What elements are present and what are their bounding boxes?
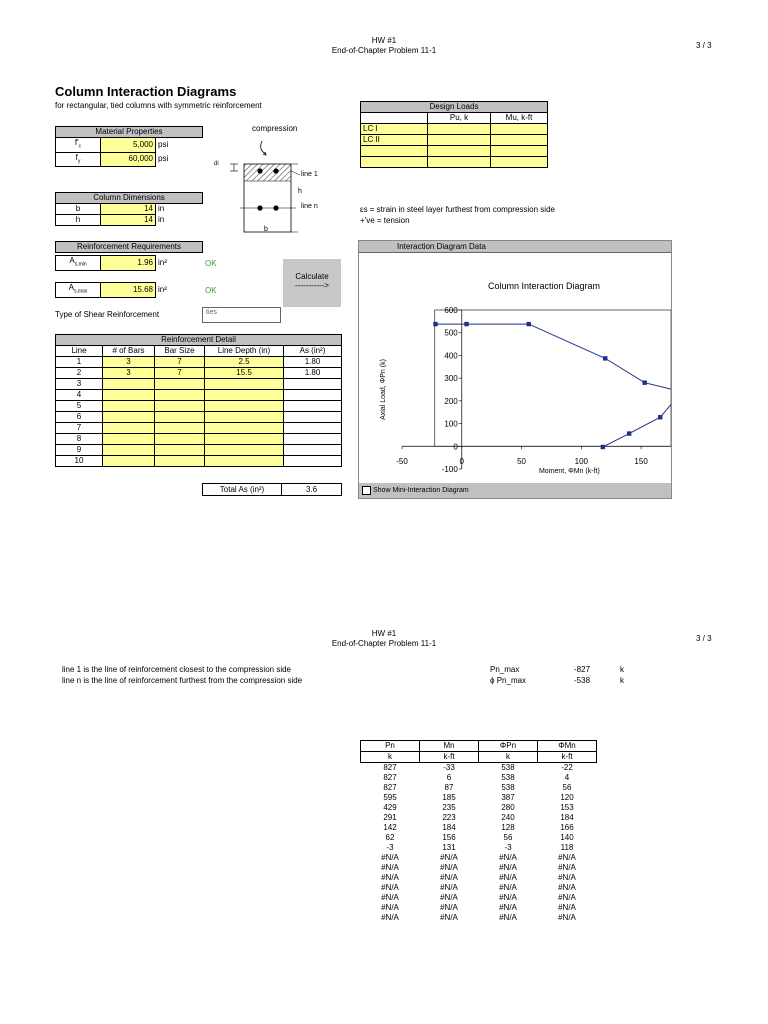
detail-bars[interactable] bbox=[103, 401, 155, 412]
table-cell: 223 bbox=[442, 813, 456, 822]
col-size: Bar Size bbox=[155, 346, 205, 357]
table-cell: 827 bbox=[383, 783, 397, 792]
table-cell: 56 bbox=[562, 783, 572, 792]
strain-note bbox=[360, 204, 555, 226]
page-subtitle: for rectangular, tied columns with symmetric reinforcement bbox=[55, 101, 262, 110]
detail-row bbox=[56, 390, 342, 401]
reinf-req-heading: Reinforcement Requirements bbox=[56, 242, 203, 253]
detail-bars[interactable]: 3 bbox=[103, 357, 155, 368]
strain-note-line2: +'ve = tension bbox=[360, 216, 410, 225]
col-phi-pn: ΦPn bbox=[479, 741, 538, 752]
total-as-label: Total As (in²) bbox=[203, 484, 282, 496]
load-case-row bbox=[361, 157, 548, 168]
table-cell: 4 bbox=[564, 773, 570, 782]
fc-unit: psi bbox=[158, 140, 169, 150]
detail-size[interactable] bbox=[155, 401, 205, 412]
x-tick-label: 50 bbox=[517, 456, 527, 466]
strain-note-line1: εs = strain in steel layer furthest from compression side bbox=[360, 205, 555, 214]
detail-row bbox=[56, 423, 342, 434]
detail-row bbox=[56, 368, 342, 379]
h-label: h bbox=[56, 215, 101, 226]
fy-input[interactable]: 60,000 bbox=[101, 152, 156, 167]
table-cell: 538 bbox=[501, 763, 515, 772]
unit-phi-pn: k bbox=[479, 752, 538, 763]
detail-line: 8 bbox=[56, 434, 103, 445]
table-cell: 6 bbox=[446, 773, 452, 782]
table-row bbox=[361, 793, 597, 803]
table-row bbox=[361, 893, 597, 903]
detail-row bbox=[56, 456, 342, 467]
table-row bbox=[361, 803, 597, 813]
table-cell: #N/A bbox=[381, 903, 399, 912]
table-cell: -33 bbox=[443, 763, 455, 772]
table-cell: #N/A bbox=[558, 913, 576, 922]
table-cell: -22 bbox=[561, 763, 573, 772]
shear-type-input[interactable]: ties bbox=[202, 307, 281, 323]
page1-header bbox=[0, 36, 768, 56]
col-line: Line bbox=[56, 346, 103, 357]
table-cell: #N/A bbox=[440, 863, 458, 872]
detail-bars[interactable] bbox=[103, 423, 155, 434]
x-tick-label: 150 bbox=[634, 456, 648, 466]
table-cell: #N/A bbox=[499, 913, 517, 922]
linen-note: line n is the line of reinforcement furthest from the compression side bbox=[62, 676, 303, 685]
detail-size[interactable] bbox=[155, 423, 205, 434]
rebar-top-icon bbox=[257, 168, 262, 173]
loads-col-mu: Mu, k-ft bbox=[491, 113, 548, 124]
detail-as bbox=[284, 445, 342, 456]
y-tick-label: 500 bbox=[444, 328, 458, 338]
page2-number: 3 / 3 bbox=[696, 634, 712, 643]
b-label: b bbox=[56, 204, 101, 215]
chart-title: Column Interaction Diagram bbox=[487, 281, 601, 291]
loads-heading: Design Loads bbox=[361, 102, 548, 113]
detail-line: 3 bbox=[56, 379, 103, 390]
table-cell: 184 bbox=[442, 823, 456, 832]
table-row bbox=[361, 783, 597, 793]
load-case-row bbox=[361, 146, 548, 157]
table-row bbox=[361, 913, 597, 923]
table-row bbox=[361, 873, 597, 883]
total-as-value: 3.6 bbox=[282, 484, 342, 496]
shear-label: Type of Shear Reinforcement bbox=[55, 310, 160, 319]
page2-header-subtitle: End-of-Chapter Problem 11-1 bbox=[331, 639, 437, 648]
table-cell: 280 bbox=[501, 803, 515, 812]
page-number: 3 / 3 bbox=[696, 41, 712, 50]
detail-as bbox=[284, 423, 342, 434]
table-cell: 184 bbox=[560, 813, 574, 822]
data-point bbox=[658, 415, 662, 419]
table-cell: #N/A bbox=[381, 883, 399, 892]
detail-line: 2 bbox=[56, 368, 103, 379]
detail-as bbox=[284, 390, 342, 401]
data-point bbox=[603, 356, 607, 360]
rebar-top-icon bbox=[273, 168, 278, 173]
detail-depth[interactable] bbox=[205, 456, 284, 467]
table-cell: #N/A bbox=[381, 873, 399, 882]
load-case-row bbox=[361, 124, 548, 135]
table-cell: 538 bbox=[501, 783, 515, 792]
detail-size[interactable]: 7 bbox=[155, 368, 205, 379]
data-point bbox=[527, 322, 531, 326]
table-cell: #N/A bbox=[381, 863, 399, 872]
table-row bbox=[361, 773, 597, 783]
load-mu-input[interactable] bbox=[491, 157, 548, 168]
col-mn: Mn bbox=[420, 741, 479, 752]
detail-row bbox=[56, 357, 342, 368]
mini-diagram-checkbox[interactable] bbox=[362, 486, 371, 495]
load-mu-input[interactable] bbox=[491, 146, 548, 157]
load-case-row bbox=[361, 135, 548, 146]
load-pu-input[interactable] bbox=[428, 146, 491, 157]
load-mu-input[interactable] bbox=[491, 124, 548, 135]
detail-bars[interactable] bbox=[103, 412, 155, 423]
total-as-row bbox=[202, 483, 342, 496]
detail-line: 4 bbox=[56, 390, 103, 401]
table-cell: #N/A bbox=[558, 863, 576, 872]
h-input[interactable]: 14 bbox=[101, 215, 156, 226]
detail-size[interactable] bbox=[155, 434, 205, 445]
table-row bbox=[361, 883, 597, 893]
table-cell: 153 bbox=[560, 803, 574, 812]
col-depth: Line Depth (in) bbox=[205, 346, 284, 357]
as-max-unit: in² bbox=[158, 284, 167, 294]
compression-label: compression bbox=[252, 124, 298, 133]
detail-bars[interactable]: 3 bbox=[103, 368, 155, 379]
table-cell: #N/A bbox=[440, 913, 458, 922]
table-cell: #N/A bbox=[558, 903, 576, 912]
detail-depth[interactable] bbox=[205, 412, 284, 423]
detail-depth[interactable]: 15.5 bbox=[205, 368, 284, 379]
fy-unit: psi bbox=[158, 154, 169, 164]
load-pu-input[interactable] bbox=[428, 135, 491, 146]
x-tick-label: 0 bbox=[459, 456, 465, 466]
loads-corner bbox=[361, 113, 428, 124]
detail-as bbox=[284, 401, 342, 412]
table-cell: #N/A bbox=[499, 853, 517, 862]
detail-bars[interactable] bbox=[103, 434, 155, 445]
table-cell: 595 bbox=[383, 793, 397, 802]
x-tick-label: -50 bbox=[396, 456, 408, 466]
table-cell: 235 bbox=[442, 803, 456, 812]
table-cell: #N/A bbox=[499, 863, 517, 872]
table-cell: 827 bbox=[383, 773, 397, 782]
table-row bbox=[361, 823, 597, 833]
chart-panel-heading: Interaction Diagram Data bbox=[397, 242, 486, 251]
table-cell: 827 bbox=[383, 763, 397, 772]
detail-row bbox=[56, 434, 342, 445]
table-cell: -3 bbox=[386, 843, 394, 852]
detail-size[interactable] bbox=[155, 412, 205, 423]
detail-depth[interactable] bbox=[205, 401, 284, 412]
detail-depth[interactable] bbox=[205, 379, 284, 390]
detail-size[interactable] bbox=[155, 445, 205, 456]
data-point bbox=[601, 445, 605, 449]
mini-diagram-bar bbox=[359, 483, 671, 498]
table-cell: #N/A bbox=[558, 853, 576, 862]
table-cell: 387 bbox=[501, 793, 515, 802]
material-heading: Material Properties bbox=[56, 127, 203, 138]
mini-diagram-label: Show Mini-Interaction Diagram bbox=[373, 487, 469, 494]
unit-phi-mn: k-ft bbox=[538, 752, 597, 763]
table-cell: 538 bbox=[501, 773, 515, 782]
reinforcement-detail-table bbox=[55, 334, 342, 467]
table-cell: #N/A bbox=[499, 893, 517, 902]
material-properties-table bbox=[55, 126, 203, 167]
interaction-diagram-panel bbox=[358, 240, 672, 499]
interaction-chart bbox=[359, 253, 671, 483]
chart-panel-header bbox=[359, 241, 671, 253]
table-cell: 128 bbox=[501, 823, 515, 832]
col-phi-mn: ΦMn bbox=[538, 741, 597, 752]
column-dimensions-table bbox=[55, 192, 203, 226]
phi-pn-max-unit: k bbox=[620, 676, 624, 685]
phi-pn-max-label: ϕ Pn_max bbox=[490, 676, 527, 685]
load-pu-input[interactable] bbox=[428, 124, 491, 135]
table-cell: #N/A bbox=[499, 903, 517, 912]
detail-size[interactable] bbox=[155, 456, 205, 467]
linen-label: line n bbox=[301, 203, 318, 210]
header-subtitle: End-of-Chapter Problem 11-1 bbox=[331, 46, 437, 55]
detail-bars[interactable] bbox=[103, 456, 155, 467]
detail-line: 5 bbox=[56, 401, 103, 412]
unit-mn: k-ft bbox=[420, 752, 479, 763]
table-cell: #N/A bbox=[381, 853, 399, 862]
data-point bbox=[642, 380, 646, 384]
sketch-b-label: b bbox=[264, 226, 268, 233]
x-axis-label: Moment, ΦMn (k-ft) bbox=[538, 468, 600, 475]
table-cell: 87 bbox=[444, 783, 454, 792]
as-min-row bbox=[55, 255, 203, 271]
fc-label: $f'_c$ bbox=[56, 138, 101, 153]
table-cell: 429 bbox=[383, 803, 397, 812]
detail-bars[interactable] bbox=[103, 445, 155, 456]
table-cell: #N/A bbox=[440, 893, 458, 902]
load-case-label[interactable]: LC I bbox=[361, 124, 428, 135]
detail-depth[interactable] bbox=[205, 445, 284, 456]
table-cell: #N/A bbox=[381, 913, 399, 922]
pn-max-unit: k bbox=[620, 665, 624, 674]
design-loads-table bbox=[360, 101, 548, 168]
table-cell: 166 bbox=[560, 823, 574, 832]
detail-depth[interactable]: 2.5 bbox=[205, 357, 284, 368]
col-bars: # of Bars bbox=[103, 346, 155, 357]
table-cell: 140 bbox=[560, 833, 574, 842]
line1-label: line 1 bbox=[301, 171, 318, 178]
header-title: HW #1 bbox=[371, 36, 397, 45]
h-unit: in bbox=[158, 215, 165, 224]
detail-as: 1.80 bbox=[284, 357, 342, 368]
table-cell: #N/A bbox=[558, 883, 576, 892]
as-min-label: $A_{s,min}$ bbox=[56, 256, 101, 271]
load-pu-input[interactable] bbox=[428, 157, 491, 168]
table-cell: #N/A bbox=[440, 853, 458, 862]
detail-line: 7 bbox=[56, 423, 103, 434]
as-min-status: OK bbox=[205, 259, 217, 268]
table-cell: #N/A bbox=[499, 873, 517, 882]
as-min-unit: in² bbox=[158, 257, 167, 267]
fy-label: $f_y$ bbox=[56, 152, 101, 167]
table-cell: #N/A bbox=[440, 883, 458, 892]
as-max-row bbox=[55, 282, 203, 298]
table-row bbox=[361, 813, 597, 823]
table-row bbox=[361, 833, 597, 843]
table-cell: #N/A bbox=[440, 903, 458, 912]
loads-col-pu: Pu, k bbox=[428, 113, 491, 124]
detail-depth[interactable] bbox=[205, 434, 284, 445]
table-cell: 56 bbox=[503, 833, 513, 842]
table-cell: 142 bbox=[383, 823, 397, 832]
detail-line: 9 bbox=[56, 445, 103, 456]
page2-header bbox=[0, 629, 768, 649]
load-case-label[interactable] bbox=[361, 146, 428, 157]
col-as: As (in²) bbox=[284, 346, 342, 357]
line-notes bbox=[62, 664, 302, 686]
table-cell: #N/A bbox=[558, 893, 576, 902]
y-tick-label: 200 bbox=[444, 396, 458, 406]
table-cell: 120 bbox=[560, 793, 574, 802]
y-tick-label: 600 bbox=[444, 306, 458, 315]
reinforcement-requirements-table bbox=[55, 241, 203, 253]
b-input[interactable]: 14 bbox=[101, 204, 156, 215]
detail-size[interactable] bbox=[155, 379, 205, 390]
table-cell: 131 bbox=[442, 843, 456, 852]
detail-row bbox=[56, 412, 342, 423]
sketch-h-label: h bbox=[298, 188, 302, 195]
pn-max-value: -827 bbox=[574, 665, 591, 674]
detail-bars[interactable] bbox=[103, 390, 155, 401]
fc-input[interactable]: 5,000 bbox=[101, 138, 156, 153]
data-point bbox=[464, 322, 468, 326]
detail-size[interactable]: 7 bbox=[155, 357, 205, 368]
calculate-arrow: -----------> bbox=[295, 281, 329, 290]
detail-as: 1.80 bbox=[284, 368, 342, 379]
load-case-label[interactable]: LC II bbox=[361, 135, 428, 146]
as-max-label: $A_{s,max}$ bbox=[56, 283, 101, 298]
table-cell: 118 bbox=[560, 843, 574, 852]
table-cell: 156 bbox=[442, 833, 456, 842]
detail-line: 10 bbox=[56, 456, 103, 467]
detail-as bbox=[284, 456, 342, 467]
table-cell: #N/A bbox=[440, 873, 458, 882]
detail-bars[interactable] bbox=[103, 379, 155, 390]
phi-pn-max-value: -538 bbox=[574, 676, 591, 685]
as-max-status: OK bbox=[205, 286, 217, 295]
b-unit: in bbox=[158, 204, 165, 214]
y-tick-label: 100 bbox=[444, 419, 458, 429]
detail-row bbox=[56, 379, 342, 390]
detail-row bbox=[56, 445, 342, 456]
y-tick-label: 300 bbox=[444, 374, 458, 384]
load-mu-input[interactable] bbox=[491, 135, 548, 146]
table-row bbox=[361, 903, 597, 913]
as-max-value: 15.68 bbox=[101, 283, 156, 298]
detail-depth[interactable] bbox=[205, 390, 284, 401]
table-cell: #N/A bbox=[558, 873, 576, 882]
detail-depth[interactable] bbox=[205, 423, 284, 434]
di-label: di bbox=[214, 161, 219, 167]
y-tick-label: -100 bbox=[441, 465, 458, 474]
data-point bbox=[627, 431, 631, 435]
table-cell: 62 bbox=[385, 833, 395, 842]
y-tick-label: 0 bbox=[453, 442, 458, 452]
line1-note: line 1 is the line of reinforcement closest to the compression side bbox=[62, 665, 292, 674]
table-row bbox=[361, 863, 597, 873]
calculate-button[interactable] bbox=[283, 259, 341, 307]
as-min-value: 1.96 bbox=[101, 256, 156, 271]
detail-as bbox=[284, 412, 342, 423]
detail-line: 1 bbox=[56, 357, 103, 368]
table-cell: 185 bbox=[442, 793, 456, 802]
load-case-label[interactable] bbox=[361, 157, 428, 168]
table-cell: #N/A bbox=[499, 883, 517, 892]
table-cell: #N/A bbox=[381, 893, 399, 902]
table-cell: 240 bbox=[501, 813, 515, 822]
detail-row bbox=[56, 401, 342, 412]
table-row bbox=[361, 763, 597, 774]
calculate-label: Calculate bbox=[295, 272, 329, 281]
plot-area bbox=[435, 310, 671, 446]
table-row bbox=[361, 843, 597, 853]
table-row bbox=[361, 853, 597, 863]
x-tick-label: 100 bbox=[574, 456, 589, 466]
y-tick-label: 400 bbox=[444, 351, 458, 361]
detail-heading: Reinforcement Detail bbox=[56, 335, 342, 346]
page-title: Column Interaction Diagrams bbox=[55, 84, 237, 99]
dimensions-heading: Column Dimensions bbox=[56, 193, 203, 204]
detail-line: 6 bbox=[56, 412, 103, 423]
page2-header-title: HW #1 bbox=[371, 629, 397, 638]
table-cell: 291 bbox=[383, 813, 397, 822]
data-point bbox=[433, 322, 437, 326]
unit-pn: k bbox=[361, 752, 420, 763]
detail-as bbox=[284, 379, 342, 390]
y-axis-label: Axial Load, ΦPn (k) bbox=[380, 359, 387, 420]
pn-max-label: Pn_max bbox=[490, 665, 520, 674]
table-cell: -3 bbox=[504, 843, 512, 852]
detail-size[interactable] bbox=[155, 390, 205, 401]
detail-as bbox=[284, 434, 342, 445]
interaction-data-table bbox=[360, 740, 597, 923]
column-section-sketch bbox=[208, 134, 338, 238]
col-pn: Pn bbox=[361, 741, 420, 752]
